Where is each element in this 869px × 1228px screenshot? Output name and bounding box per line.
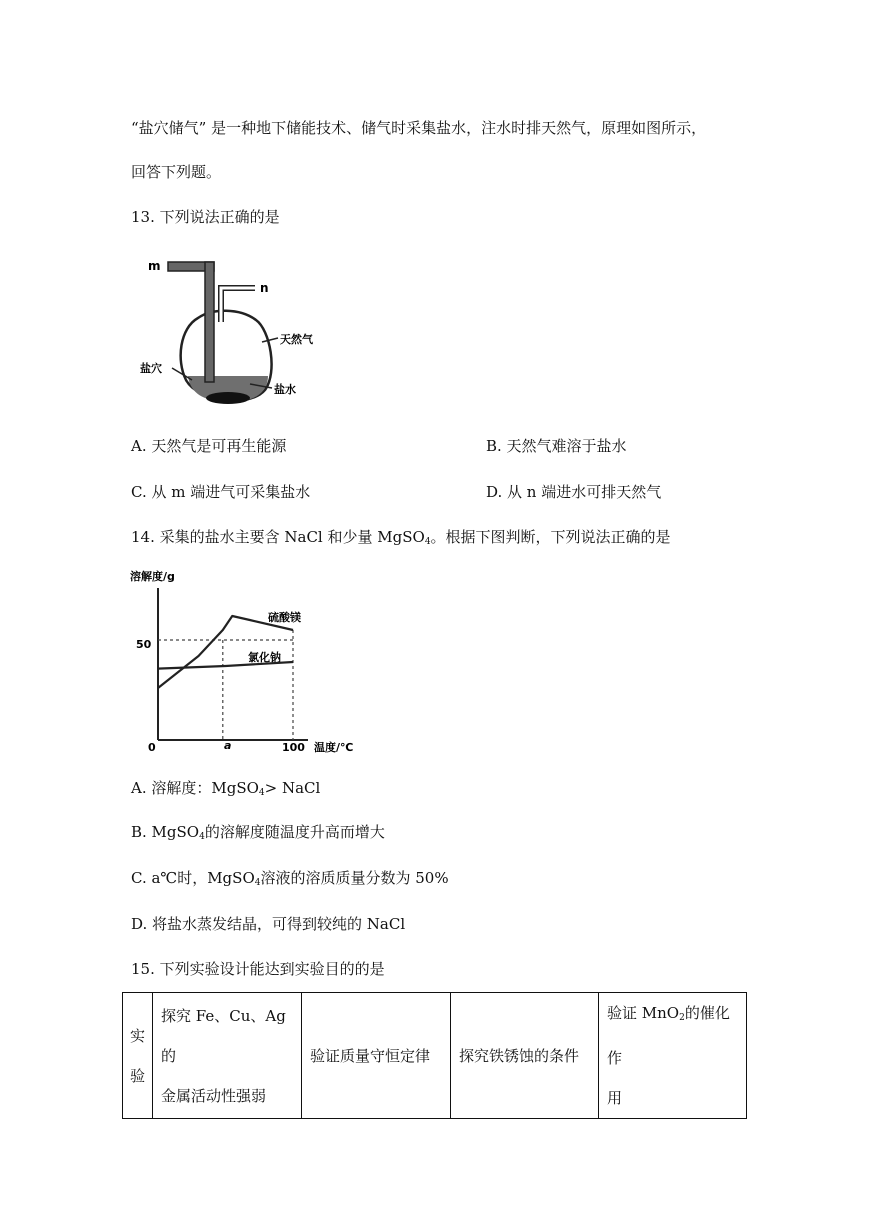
y-tick-50: 50 [136, 638, 152, 651]
x-tick-0: 0 [148, 741, 156, 754]
solubility-chart [128, 562, 378, 754]
q14-option-a: A. 溶解度：MgSO$_4$> NaCl [131, 779, 321, 798]
series-label-nacl: 氯化钠 [248, 651, 281, 664]
header-line-1: 实 [129, 1026, 145, 1045]
x-axis-label: 温度/℃ [314, 741, 354, 754]
table-header-cell [123, 993, 153, 1119]
brine-bottom [206, 392, 250, 404]
q13-option-b: B. 天然气难溶于盐水 [486, 437, 627, 455]
q14-stem: 14. 采集的盐水主要含 NaCl 和少量 MgSO$_4$。根据下图判断，下列说法正确的是 [131, 528, 671, 547]
cell-4-line-1: 验证 MnO$_2$的催化作 [607, 1004, 730, 1067]
label-n: n [260, 281, 269, 295]
intro-line-1: “盐穴储气” 是一种地下储能技术、储气时采集盐水，注水时排天然气，原理如图所示， [131, 119, 707, 137]
cell-1-line-1: 探究 Fe、Cu、Ag 的 [161, 1006, 286, 1065]
q13-option-d: D. 从 n 端进水可排天然气 [486, 483, 662, 501]
pipe-m-vertical [205, 262, 214, 382]
series-label-mgso4: 硫酸镁 [268, 611, 301, 624]
q13-stem: 13. 下列说法正确的是 [131, 208, 280, 226]
salt-cave-diagram [140, 250, 370, 420]
y-axis-label: 溶解度/g [130, 570, 175, 583]
q15-stem: 15. 下列实验设计能达到实验目的的是 [131, 960, 385, 978]
intro-line-2: 回答下列题。 [131, 163, 222, 181]
cell-1-line-2: 金属活动性强弱 [161, 1086, 267, 1105]
table-row [123, 993, 747, 1119]
label-m: m [148, 259, 161, 273]
label-brine: 盐水 [274, 383, 296, 396]
salt-cave-figure [140, 250, 370, 420]
table-cell-metal-activity [153, 993, 302, 1119]
x-tick-100: 100 [282, 741, 305, 754]
q13-option-a: A. 天然气是可再生能源 [131, 437, 287, 455]
x-tick-a: a [224, 739, 232, 752]
label-salt-cave: 盐穴 [140, 362, 162, 375]
label-natural-gas: 天然气 [280, 333, 313, 346]
table-cell-mass-conservation: 验证质量守恒定律 [302, 993, 451, 1119]
series-line-nacl [158, 662, 293, 669]
table-cell-mno2-catalysis [599, 993, 747, 1119]
solubility-chart-svg [128, 562, 378, 754]
cell-4-line-2: 用 [607, 1089, 623, 1107]
q13-option-c: C. 从 m 端进气可采集盐水 [131, 483, 311, 501]
header-line-2: 验 [129, 1066, 145, 1085]
experiment-table [122, 992, 747, 1119]
q14-option-b: B. MgSO$_4$的溶解度随温度升高而增大 [131, 823, 385, 842]
table-cell-iron-rust: 探究铁锈蚀的条件 [451, 993, 599, 1119]
q14-option-c: C. a℃时，MgSO$_4$溶液的溶质质量分数为 50% [131, 869, 449, 888]
q14-option-d: D. 将盐水蒸发结晶，可得到较纯的 NaCl [131, 915, 406, 933]
